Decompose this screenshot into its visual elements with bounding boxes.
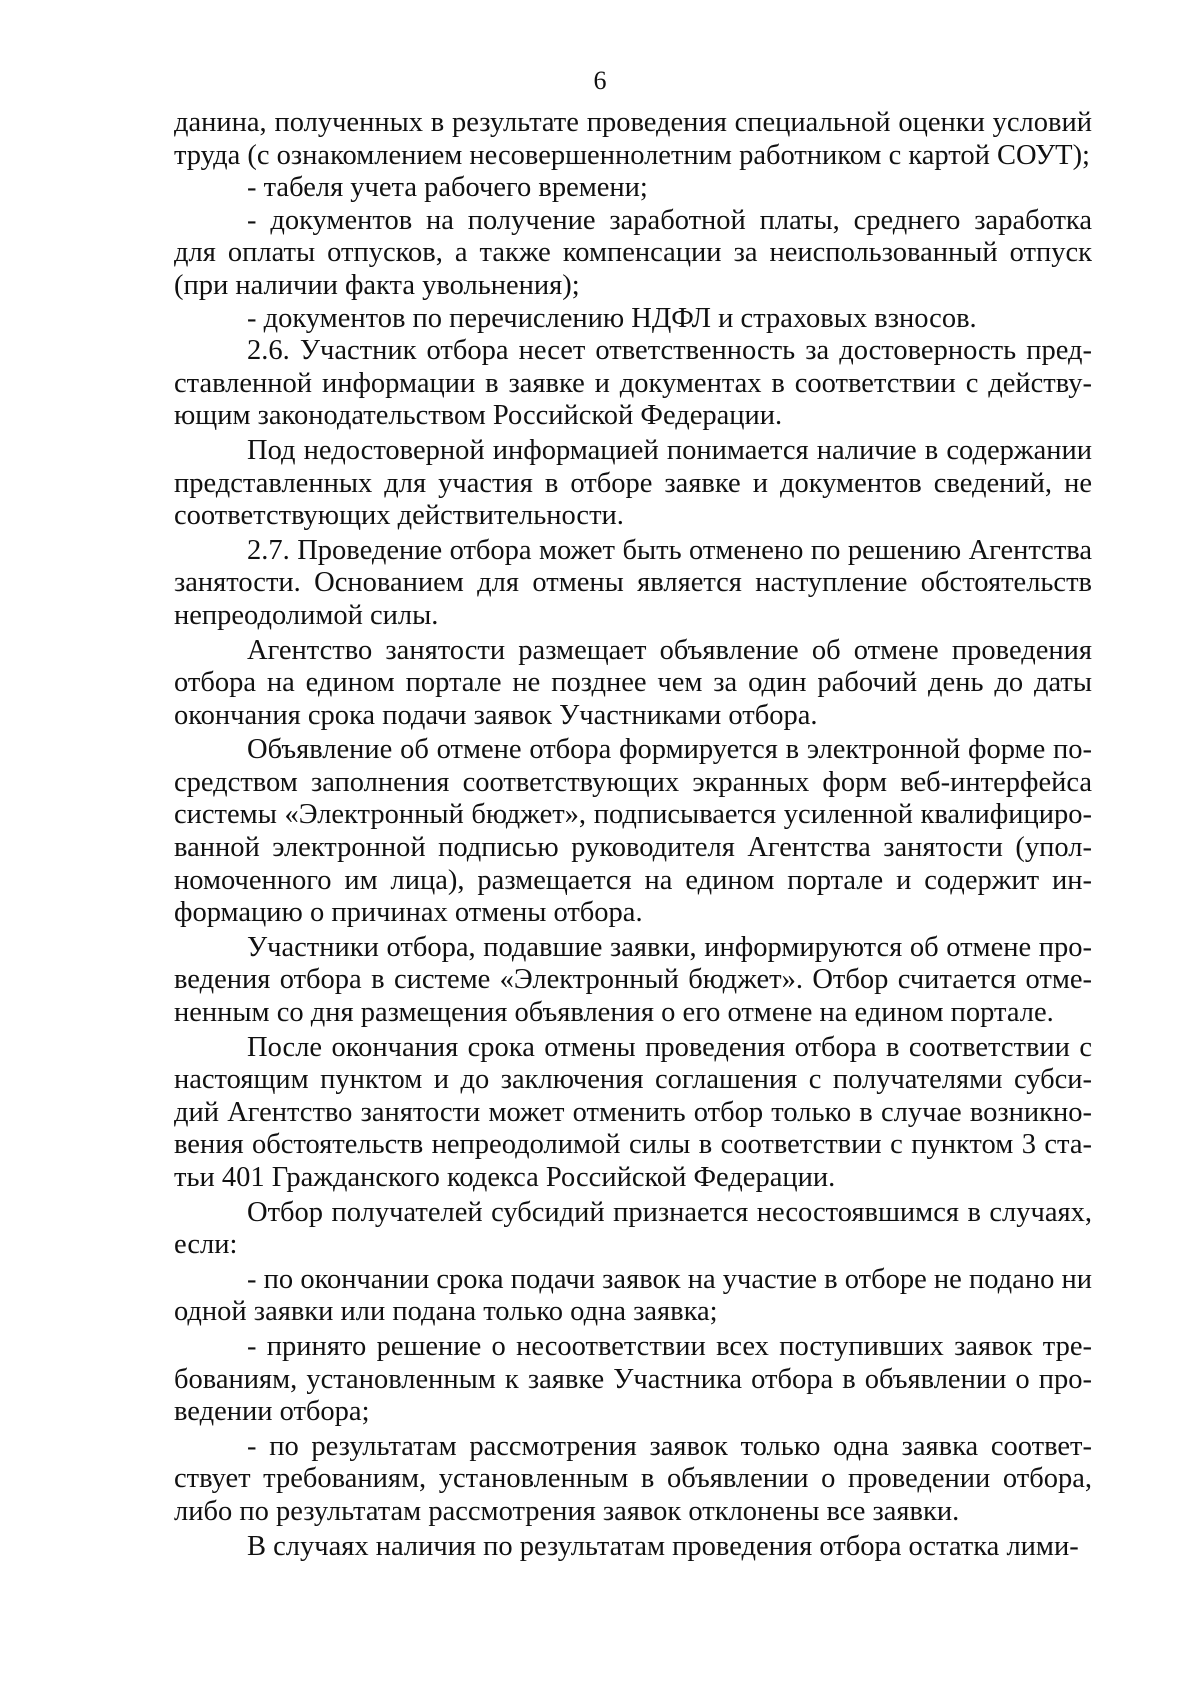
- list-item-tax-documents: - документов по перечислению НДФЛ и страховых взносов.: [247, 302, 977, 334]
- list-item-salary-documents: - документов на получение заработной платы, среднего заработка для оплаты отпусков, а также компенсации за неиспользованный отпуск (при наличии факта увольнения);: [174, 204, 1092, 301]
- paragraph-2-7: 2.7. Проведение отбора может быть отменено по решению Агентства занятости. Основанием для отмены является наступление обстоятельств непреодолимой силы.: [174, 534, 1092, 631]
- paragraph-participants-informed: Участники отбора, подавшие заявки, информируются об отмене про-ведения отбора в системе «Электронный бюджет». Отбор считается отме-ненным со дня размещения объявления о его отмене на едином портале.: [174, 931, 1092, 1029]
- paragraph-false-information: Под недостоверной информацией понимается наличие в содержании представленных для участия в отборе заявке и документов сведений, не соответствующих действительности.: [174, 434, 1092, 532]
- list-item-no-applications: - по окончании срока подачи заявок на участие в отборе не подано ни одной заявки или подана только одна заявка;: [174, 1263, 1092, 1328]
- list-item-single-compliant: - по результатам рассмотрения заявок только одна заявка соответ-ствует требованиям, установленным в объявлении о проведении отбора, либо по результатам рассмотрения заявок отклонены все заявки.: [174, 1430, 1092, 1527]
- document-body: [174, 107, 1092, 1563]
- page-number: 6: [593, 66, 607, 95]
- paragraph-failed-selection: Отбор получателей субсидий признается несостоявшимся в случаях, если:: [174, 1196, 1092, 1261]
- list-item-timesheet: - табеля учета рабочего времени;: [247, 172, 648, 204]
- paragraph-continuation: данина, полученных в результате проведения специальной оценки условий труда (с ознакомлением несовершеннолетним работником с картой СОУТ);: [174, 107, 1092, 171]
- paragraph-remaining-limits: В случаях наличия по результатам проведения отбора остатка лими-: [247, 1530, 1079, 1562]
- paragraph-cancellation-form: Объявление об отмене отбора формируется в электронной форме по-средством заполнения соответствующих экранных форм веб-интерфейса системы «Электронный бюджет», подписывается усиленной квалифициро-ванной электронной подписью руководителя Агентства занятости (упол-номоченного им лица), размещается на едином портале и содержит ин-формацию о причинах отмены отбора.: [174, 734, 1092, 929]
- paragraph-after-deadline: После окончания срока отмены проведения отбора в соответствии с настоящим пунктом и до заключения соглашения с получателями субси-дий Агентство занятости может отменить отбор только в случае возникно-вения обстоятельств непреодолимой силы в соответствии с пунктом 3 ста-тьи 401 Гражданского кодекса Российской Федерации.: [174, 1031, 1092, 1193]
- list-item-noncompliance: - принято решение о несоответствии всех поступивших заявок тре-бованиям, установленным к заявке Участника отбора в объявлении о про-ведении отбора;: [174, 1330, 1092, 1428]
- paragraph-2-6: 2.6. Участник отбора несет ответственность за достоверность пред-ставленной информации в заявке и документах в соответствии с действу-ющим законодательством Российской Федерации.: [174, 335, 1092, 432]
- paragraph-cancellation-notice: Агентство занятости размещает объявление об отмене проведения отбора на едином портале не позднее чем за один рабочий день до даты окончания срока подачи заявок Участниками отбора.: [174, 634, 1092, 731]
